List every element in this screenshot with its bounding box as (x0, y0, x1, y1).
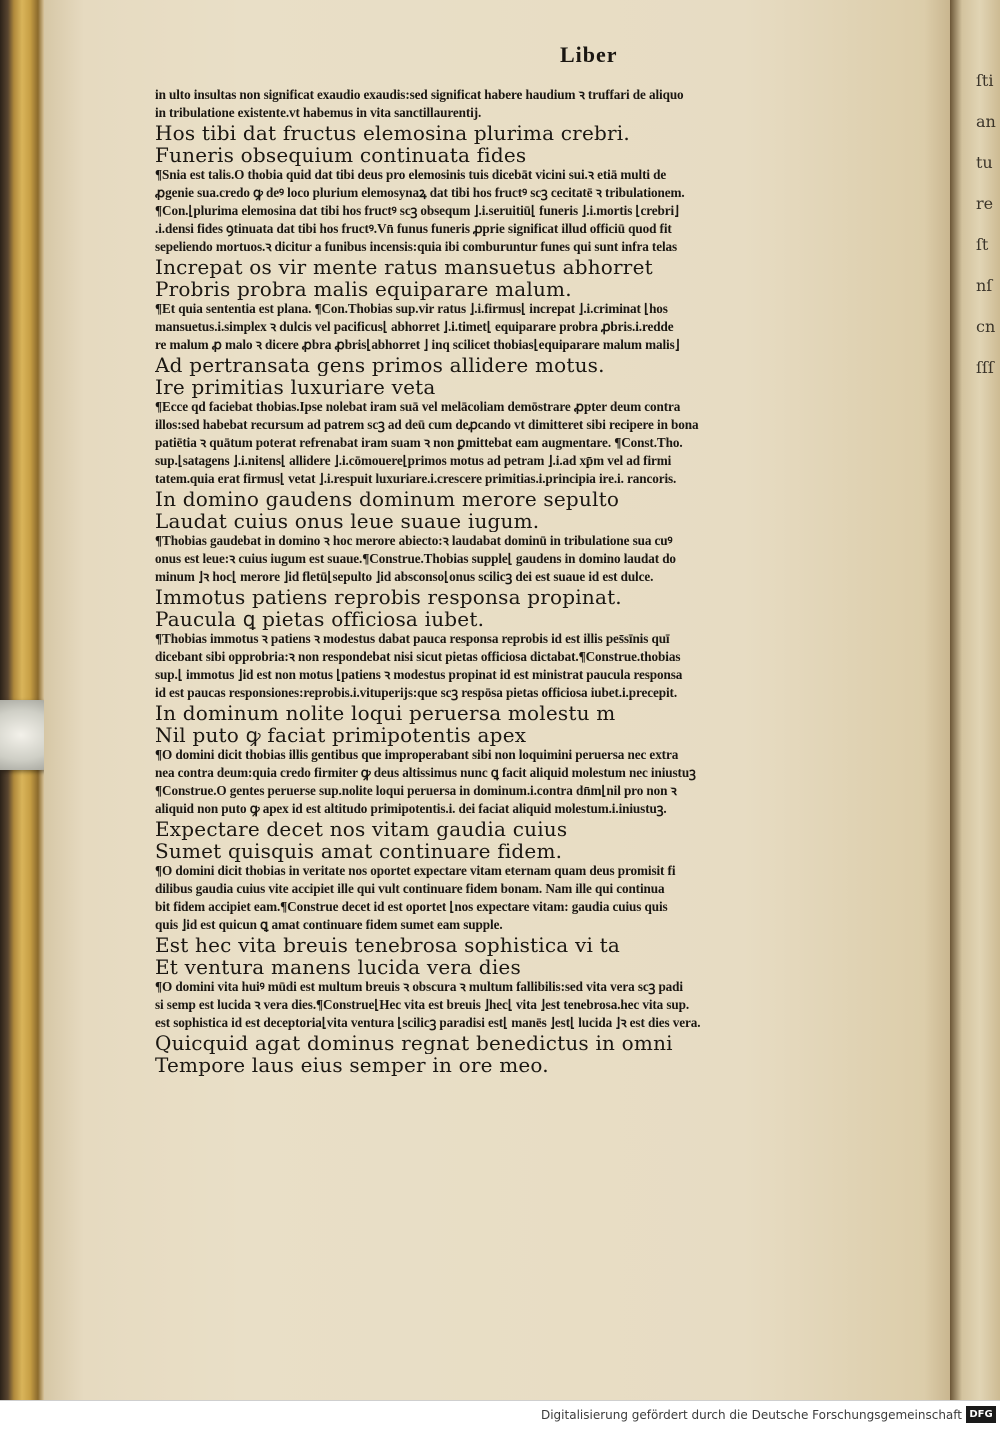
gloss-line: ¶Ecce qd faciebat thobias.Ipse nolebat iram suā vel melācoliam demōstrare ꝓpter deum contra (155, 399, 681, 414)
verse-line: Probris probra malis equiparare malum. (155, 278, 572, 300)
gloss-line: sup.⌊ immotus ⌋id est non motus ⌊patiens ꝛ modestus propinat id est ministrat paucula responsa (155, 667, 683, 682)
gloss-line: .i.densi fides ꝯtinuata dat tibi hos fructꝰ.Vn̄ funus funeris ꝓprie significat illud officiū quod fit (155, 221, 672, 236)
gloss-line: minum ⌋ꝛ hoc⌊ merore ⌋id fletū⌊sepulto ⌋id absconso⌊onus scilicꝫ dei est suaue id est dulce. (155, 569, 654, 584)
verse-line: Hos tibi dat fructus elemosina plurima crebri. (155, 122, 630, 144)
verse-line: Est hec vita breuis tenebrosa sophistica vi ta (155, 934, 620, 956)
verse-line: Sumet quisquis amat continuare fidem. (155, 840, 563, 862)
facing-page-text: ſtiantureſtnſcnſſſ (976, 71, 996, 377)
verse-line: In dominum nolite loqui peruersa molestu m (155, 702, 616, 724)
footer-credit: Digitalisierung gefördert durch die Deutsche Forschungsgemeinschaft (540, 1408, 962, 1422)
gloss-line: mansuetus.i.simplex ꝛ dulcis vel pacificus⌊ abhorret ⌋.i.timet⌊ equiparare probra ꝓbris.i.redde (155, 319, 674, 334)
gloss-line: in ulto insultas non significat exaudio exaudis:sed significat habere haudium ꝛ truffari de aliquo (155, 87, 684, 102)
verse-line: In domino gaudens dominum merore sepulto (155, 488, 620, 510)
verse-line: Ad pertransata gens primos allidere motus. (155, 354, 605, 376)
gloss-line: ¶Thobias immotus ꝛ patiens ꝛ modestus dabat pauca responsa reprobis id est illis pes̄sīnis quī (155, 631, 670, 646)
gloss-line: ¶Thobias gaudebat in domino ꝛ hoc merore abiecto:ꝛ laudabat dominū in tribulatione sua cuꝰ (155, 533, 673, 548)
verse-line: Laudat cuius onus leue suaue iugum. (155, 510, 540, 532)
verse-line: Immotus patiens reprobis responsa propinat. (155, 586, 622, 608)
page-gutter (950, 0, 1000, 1400)
gloss-line: ¶O domini dicit thobias in veritate nos oportet expectare vitam eternam quam deus promisit fi (155, 863, 676, 878)
gloss-line: dilibus gaudia cuius vite accipiet ille qui vult continuare fidem bonam. Nam ille qui continua (155, 881, 665, 896)
gloss-line: tatem.quia erat firmus⌊ vetat ⌋.i.respuit luxuriare.i.crescere primitias.i.principia ire.i. rancoris. (155, 471, 677, 486)
verse-line: Nil puto ꝙ faciat primipotentis apex (155, 724, 527, 746)
verse-line: Funeris obsequium continuata fides (155, 144, 527, 166)
gloss-line: ¶Construe.O gentes peruerse sup.nolite loqui peruersa in dominum.i.contra dn̄m⌊nil pro non ꝛ (155, 783, 677, 798)
gloss-line: ¶O domini dicit thobias illis gentibus que improperabant sibi non loquimini peruersa nec extra (155, 747, 679, 762)
gloss-line: ¶Con.⌊plurima elemosina dat tibi hos fructꝰ scꝫ obsequm ⌋.i.seruitiū⌊ funeris ⌋.i.mortis ⌊crebri⌋ (155, 203, 680, 218)
gloss-line: aliquid non puto ꝙ apex id est altitudo primipotentis.i. dei faciat aliquid molestum.i.iniustuꝫ. (155, 801, 667, 816)
gloss-line: bit fidem accipiet eam.¶Construe decet id est oportet ⌊nos expectare vitam: gaudia cuius quis (155, 899, 668, 914)
verse-line: Tempore laus eius semper in ore meo. (155, 1054, 549, 1076)
gloss-line: ¶O domini vita huiꝰ mūdi est multum breuis ꝛ obscura ꝛ multum fallibilis:sed vita vera scꝫ padi (155, 979, 683, 994)
verse-line: Quicquid agat dominus regnat benedictus in omni (155, 1032, 673, 1054)
gloss-line: id est paucas responsiones:reprobis.i.vituperijs:que scꝫ respōsa pietas officiosa iubet.i.precepit. (155, 685, 678, 700)
verse-line: Expectare decet nos vitam gaudia cuius (155, 818, 568, 840)
gloss-line: ¶Snia est talis.O thobia quid dat tibi deus pro elemosinis tuis dicebāt vicini sui.ꝛ etiā multi de (155, 167, 667, 182)
verse-line: Paucula ꝗ pietas officiosa iubet. (155, 608, 485, 630)
dfg-logo: DFG (966, 1406, 996, 1423)
gloss-line: in tribulatione existente.vt habemus in vita sanctillaurentij. (155, 105, 482, 120)
gloss-line: sup.⌊satagens ⌋.i.nitens⌊ allidere ⌋.i.cōmouere⌊primos motus ad petram ⌋.i.ad xp̄m vel ad firmi (155, 453, 672, 468)
gloss-line: ¶Et quia sententia est plana. ¶Con.Thobias sup.vir ratus ⌋.i.firmus⌊ increpat ⌋.i.criminat ⌊hos (155, 301, 668, 316)
gloss-line: quis ⌋id est quicun ꝗ amat continuare fidem sumet eam supple. (155, 917, 503, 932)
verse-line: Ire primitias luxuriare veta (155, 376, 436, 398)
gloss-line: illos:sed habebat recursum ad patrem scꝫ ad deū cum deꝓcando vt dimitteret sibi recipere in bona (155, 417, 699, 432)
running-header: Liber (560, 42, 618, 67)
page-text (155, 86, 925, 1076)
verse-line: Et ventura manens lucida vera dies (155, 956, 521, 978)
gloss-line: dicebant sibi opprobria:ꝛ non respondebat nisi sicut pietas officiosa dictabat.¶Construe.thobias (155, 649, 681, 664)
gloss-line: onus est leue:ꝛ cuius iugum est suaue.¶Construe.Thobias supple⌊ gaudens in domino laudat do (155, 551, 676, 566)
gloss-line: nea contra deum:quia credo firmiter ꝙ deus altissimus nunc ꝗ facit aliquid molestum nec iniustuꝫ (155, 765, 696, 780)
verse-line: Increpat os vir mente ratus mansuetus abhorret (155, 256, 653, 278)
gloss-line: est sophistica id est deceptoria⌊vita ventura ⌊scilicꝫ paradisi est⌊ manēs ⌋est⌊ lucida ⌋ꝛ est dies vera. (155, 1015, 701, 1030)
gloss-line: ꝓgenie sua.credo ꝙ deꝰ loco plurium elemosynaꝝ dat tibi hos fructꝰ scꝫ cecitatē ꝛ tribulationem. (155, 185, 685, 200)
footer-bar (0, 1400, 1000, 1429)
gloss-line: sepeliendo mortuos.ꝛ dicitur a funibus incensis:quia ibi comburuntur funes qui sunt infra telas (155, 239, 678, 254)
gloss-line: si semp est lucida ꝛ vera dies.¶Construe⌊Hec vita est breuis ⌋hec⌊ vita ⌋est tenebrosa.hec vita sup. (155, 997, 690, 1012)
gloss-line: patiētia ꝛ quātum poterat refrenabat iram suam ꝛ non ꝑmittebat eam augmentare. ¶Const.Tho. (155, 435, 683, 450)
gloss-line: re malum ꝓ malo ꝛ dicere ꝓbra ꝓbris⌊abhorret ⌋ inq scilicet thobias⌊equiparare malum malis⌋ (155, 337, 680, 352)
